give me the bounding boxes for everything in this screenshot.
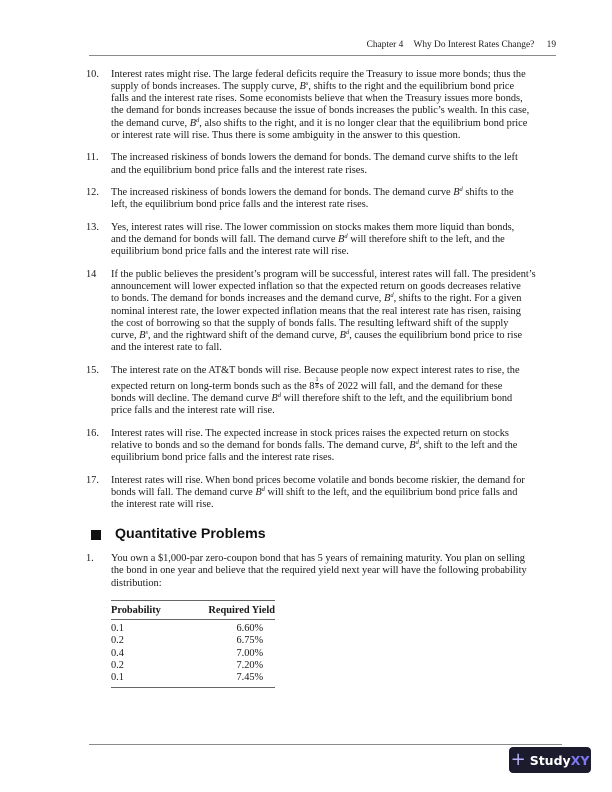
text-segment: curve, [111, 329, 140, 341]
table-row [111, 648, 275, 660]
text-line: equilibrium bond price falls and the interest rate rises. [111, 452, 335, 464]
table-row [111, 660, 275, 672]
text-line [111, 118, 542, 130]
problem-item [86, 553, 542, 589]
text-segment: bonds will fall. The demand curve [111, 486, 256, 498]
text-line: falls and the interest rate rises. Some economists believe that when the Treasury issues more bonds, [111, 93, 523, 105]
text-line: the cost of borrowing so that the supply of bonds falls. The resulting leftward shift of the supply [111, 317, 509, 329]
answer-item [86, 428, 542, 464]
column-header-probability: Probability [111, 605, 161, 617]
text-line [111, 330, 542, 342]
studyxy-watermark [509, 747, 591, 773]
fraction-numerator: 1 [315, 375, 319, 383]
item-number: 17. [86, 474, 99, 486]
chapter-title: Why Do Interest Rates Change? [413, 40, 535, 50]
text-line: Interest rates will rise. The expected increase in stock prices raises the expected return on stocks [111, 427, 509, 439]
curve-symbol: B [255, 486, 262, 498]
text-line [111, 487, 542, 499]
required-yield-cell: 6.75% [236, 635, 264, 647]
page-number: 19 [546, 40, 556, 50]
item-number: 10. [86, 69, 99, 80]
table-row [111, 672, 275, 688]
answer-item [86, 222, 542, 258]
item-number: 11. [86, 152, 99, 164]
answer-item [86, 69, 542, 142]
probability-cell: 0.2 [111, 635, 124, 647]
curve-symbol: B [299, 81, 306, 93]
item-number: 15. [86, 364, 99, 376]
curve-symbol: B [409, 439, 416, 451]
required-yield-cell: 7.45% [236, 671, 264, 683]
item-number: 16. [86, 427, 99, 439]
text-line: The interest rate on the AT&T bonds will rise. Because people now expect interest rates to rise, the [111, 364, 520, 376]
curve-symbol: B [189, 117, 197, 129]
footer-divider [89, 744, 562, 745]
text-segment: supply of bonds increases. The supply curve, [111, 81, 300, 93]
text-line: left, the equilibrium bond price falls and the interest rate rises. [111, 199, 369, 211]
plus-icon: + [510, 749, 526, 770]
text-line: If the public believes the president’s program will be successful, interest rates will fall. The president’s [111, 269, 536, 281]
required-yield-cell: 7.20% [236, 659, 264, 671]
curve-superscript: d [261, 485, 265, 493]
text-line: price falls and the interest rate will rise. [111, 405, 275, 417]
text-segment: will therefore shift to the left, and the [347, 234, 505, 246]
text-segment: will therefore shift to the left, and the equilibrium bond [280, 392, 513, 404]
text-line [111, 377, 542, 393]
answer-item [86, 152, 542, 176]
curve-superscript: d [196, 116, 200, 124]
text-line: Interest rates might rise. The large federal deficits require the Treasury to issue more bonds; thus the [111, 69, 526, 80]
text-segment: , causes the equilibrium bond price to rise [349, 329, 523, 341]
text-line [111, 393, 542, 405]
table-body [111, 620, 275, 688]
text-line: announcement will lower expected inflation so that the expected return on goods decreases relative [111, 281, 521, 293]
fraction [315, 377, 318, 390]
curve-superscript: d [415, 438, 419, 446]
curve-symbol: B [383, 293, 391, 305]
text-line: equilibrium bond price falls and the interest rate will rise. [111, 246, 349, 258]
answer-item [86, 269, 542, 354]
text-segment: The increased riskiness of bonds lowers the demand for bonds. The demand curve [111, 187, 454, 199]
probability-cell: 0.2 [111, 659, 124, 671]
probability-table [111, 600, 275, 688]
curve-superscript: s [145, 328, 149, 336]
text-line [111, 293, 542, 305]
text-line: the demand for bonds increases because the issue of bonds increases the public’s wealth. In this case, [111, 105, 530, 117]
text-line [111, 81, 542, 93]
curve-superscript: d [459, 186, 463, 194]
column-header-required-yield: Required Yield [208, 605, 275, 617]
text-segment: , and the rightward shift of the demand curve, [148, 329, 340, 341]
answer-item [86, 365, 542, 418]
curve-superscript: d [345, 328, 350, 336]
problem-list [86, 553, 542, 589]
text-line [111, 440, 542, 452]
table-row [111, 620, 275, 636]
text-segment: , shifts to the right. For a given [393, 293, 522, 305]
text-segment: will shift to the left, and the equilibrium bond price falls and [264, 486, 518, 498]
curve-superscript: d [344, 233, 348, 241]
page-header [89, 40, 556, 56]
required-yield-cell: 6.60% [236, 623, 264, 635]
text-line: the interest rate will rise. [111, 499, 214, 511]
curve-symbol: B [453, 187, 460, 199]
section-heading [86, 526, 542, 544]
square-bullet-icon [91, 530, 101, 540]
text-line: Yes, interest rates will rise. The lower commission on stocks makes them more liquid than bonds, [111, 222, 515, 234]
curve-symbol: B [139, 329, 146, 341]
curve-superscript: d [390, 292, 394, 300]
text-segment: , shift to the left and the [418, 439, 518, 451]
text-line: You own a $1,000-par zero-coupon bond that has 5 years of remaining maturity. You plan on selling [111, 553, 525, 565]
curve-symbol: B [338, 234, 345, 246]
page-content [86, 69, 542, 688]
text-segment: s of 2022 will fall, and the demand for these [319, 380, 503, 392]
curve-superscript: d [277, 391, 281, 399]
section-title: Quantitative Problems [115, 526, 266, 543]
text-line: nominal interest rate, the lower expected inflation means that the real interest rate has risen, raising [111, 305, 521, 317]
required-yield-cell: 7.00% [236, 647, 264, 659]
item-number: 1. [86, 553, 94, 565]
text-line: Interest rates will rise. When bond prices become volatile and bonds become riskier, the demand for [111, 474, 525, 486]
answer-list [86, 69, 542, 511]
curve-symbol: B [271, 392, 278, 404]
text-segment: , also shifts to the right, and it is no longer clear that the equilibrium bond price [199, 117, 528, 129]
text-segment: , shifts to the right and the equilibrium bond price [308, 81, 515, 93]
text-line: and the interest rate to fall. [111, 341, 222, 353]
probability-cell: 0.1 [111, 623, 124, 635]
answer-item [86, 475, 542, 511]
text-segment: and the demand for bonds will fall. The demand curve [111, 234, 339, 246]
table-header-row [111, 601, 275, 620]
probability-cell: 0.1 [111, 671, 124, 683]
text-segment: expected return on long-term bonds such as the 8 [111, 380, 315, 392]
text-line [111, 187, 542, 199]
chapter-label: Chapter 4 [366, 40, 404, 50]
text-line [111, 234, 542, 246]
text-line: and the equilibrium bond price falls and the interest rate rises. [111, 164, 367, 176]
item-number: 12. [86, 187, 99, 199]
text-segment: the demand curve, [111, 117, 190, 129]
text-line: distribution: [111, 577, 162, 589]
text-segment: to bonds. The demand for bonds increases and the demand curve, [111, 293, 384, 305]
curve-superscript: s [305, 80, 309, 88]
curve-symbol: B [339, 329, 346, 341]
item-number: 14 [86, 269, 97, 281]
text-segment: bonds will decline. The demand curve [111, 392, 272, 404]
fraction-denominator: 8 [315, 382, 319, 390]
watermark-text: Study [529, 752, 571, 768]
answer-item [86, 187, 542, 211]
text-line: or interest rate will rise. Thus there is some ambiguity in the answer to this question. [111, 129, 461, 141]
text-segment: shifts to the [462, 187, 514, 199]
text-segment: relative to bonds and so the demand for bonds falls. The demand curve, [111, 439, 410, 451]
item-number: 13. [86, 222, 99, 234]
watermark-text-accent: XY [570, 752, 590, 768]
text-line: the bond in one year and believe that the required yield next year will have the following probability [111, 565, 527, 577]
probability-cell: 0.4 [111, 647, 124, 659]
table-row [111, 635, 275, 647]
text-line: The increased riskiness of bonds lowers the demand for bonds. The demand curve shifts to the left [111, 152, 518, 164]
